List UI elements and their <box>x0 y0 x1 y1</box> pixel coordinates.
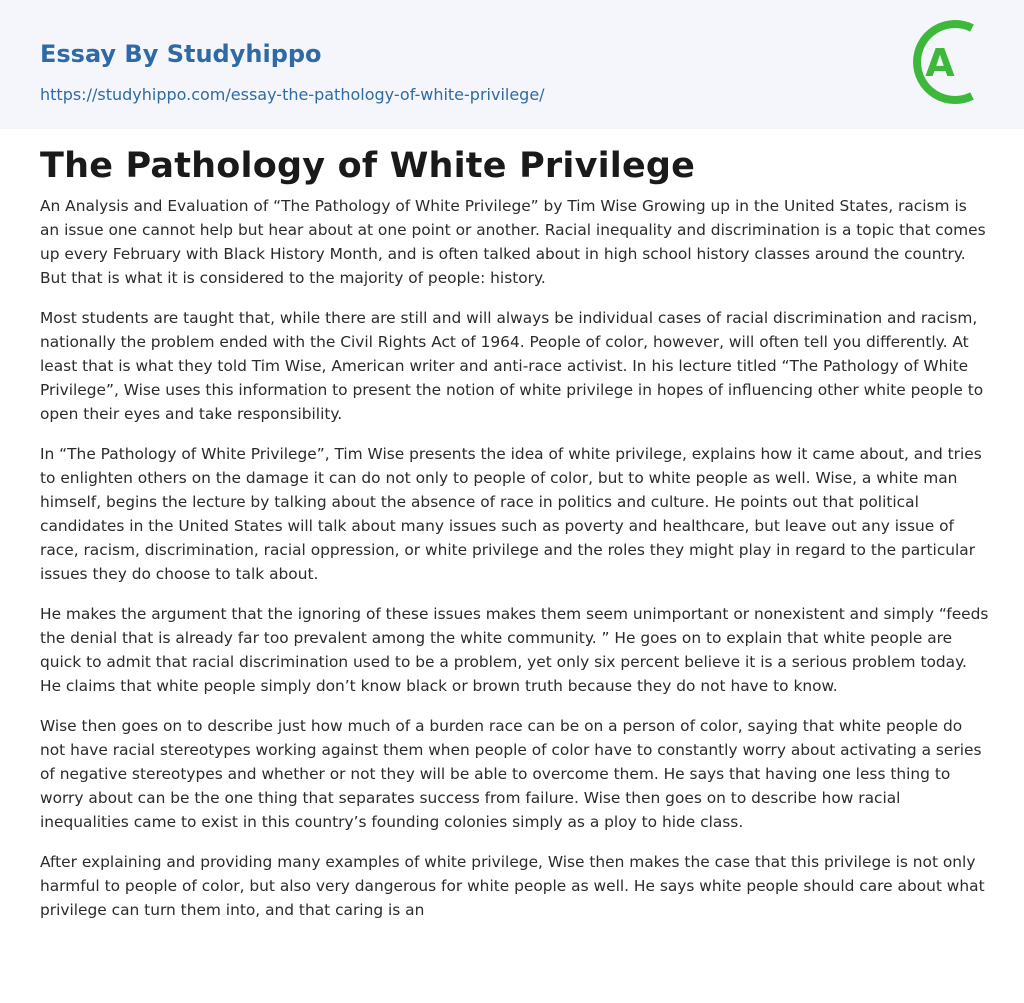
paragraph: Most students are taught that, while there are still and will always be individual cases of racial discrimination and racism, nationally the problem ended with the Civil Rights Act of 1964. People of color, however, will often tell you differently. At least that is what they told Tim Wise, American writer and anti-race activist. In his lecture titled “The Pathology of White Privilege”, Wise uses this information to present the notion of white privilege in hopes of influencing other white people to open their eyes and take responsibility. <box>40 309 984 423</box>
page-header <box>0 0 1024 129</box>
paragraph: An Analysis and Evaluation of “The Pathology of White Privilege” by Tim Wise Growing up in the United States, racism is an issue one cannot help but hear about at one point or another. Racial inequality and discrimination is a topic that comes up every February with Black History Month, and is often talked about in high school history classes around the country. But that is what it is considered to the majority of people: history. <box>40 197 986 287</box>
essay-body <box>40 194 990 938</box>
logo-icon[interactable] <box>912 18 988 106</box>
paragraph: He makes the argument that the ignoring of these issues makes them seem unimportant or nonexistent and simply “feeds the denial that is already far too prevalent among the white community. ” He goes on to explain that white people are quick to admit that racial discrimination used to be a problem, yet only six percent believe it is a serious problem today. He claims that white people simply don’t know black or brown truth because they do not have to know. <box>40 605 989 695</box>
site-brand[interactable]: Essay By Studyhippo <box>40 40 322 68</box>
logo-letter: A <box>925 41 955 85</box>
paragraph: Wise then goes on to describe just how much of a burden race can be on a person of color, saying that white people do not have racial stereotypes working against them when people of color have to constantly worry about activating a series of negative stereotypes and whether or not they will be able to overcome them. He says that having one less thing to worry about can be the one thing that separates success from failure. Wise then goes on to describe how racial inequalities came to exist in this country’s founding colonies simply as a ploy to hide class. <box>40 717 982 831</box>
paragraph: After explaining and providing many examples of white privilege, Wise then makes the case that this privilege is not only harmful to people of color, but also very dangerous for white people as well. He says white people should care about what privilege can turn them into, and that caring is an <box>40 853 985 919</box>
page-title: The Pathology of White Privilege <box>40 146 696 186</box>
paragraph: In “The Pathology of White Privilege”, Tim Wise presents the idea of white privilege, explains how it came about, and tries to enlighten others on the damage it can do not only to people of color, but to white people as well. Wise, a white man himself, begins the lecture by talking about the absence of race in politics and culture. He points out that political candidates in the United States will talk about many issues such as poverty and healthcare, but leave out any issue of race, racism, discrimination, racial oppression, or white privilege and the roles they might play in regard to the particular issues they do choose to talk about. <box>40 445 982 583</box>
essay-url-link[interactable]: https://studyhippo.com/essay-the-pathology-of-white-privilege/ <box>40 85 545 104</box>
